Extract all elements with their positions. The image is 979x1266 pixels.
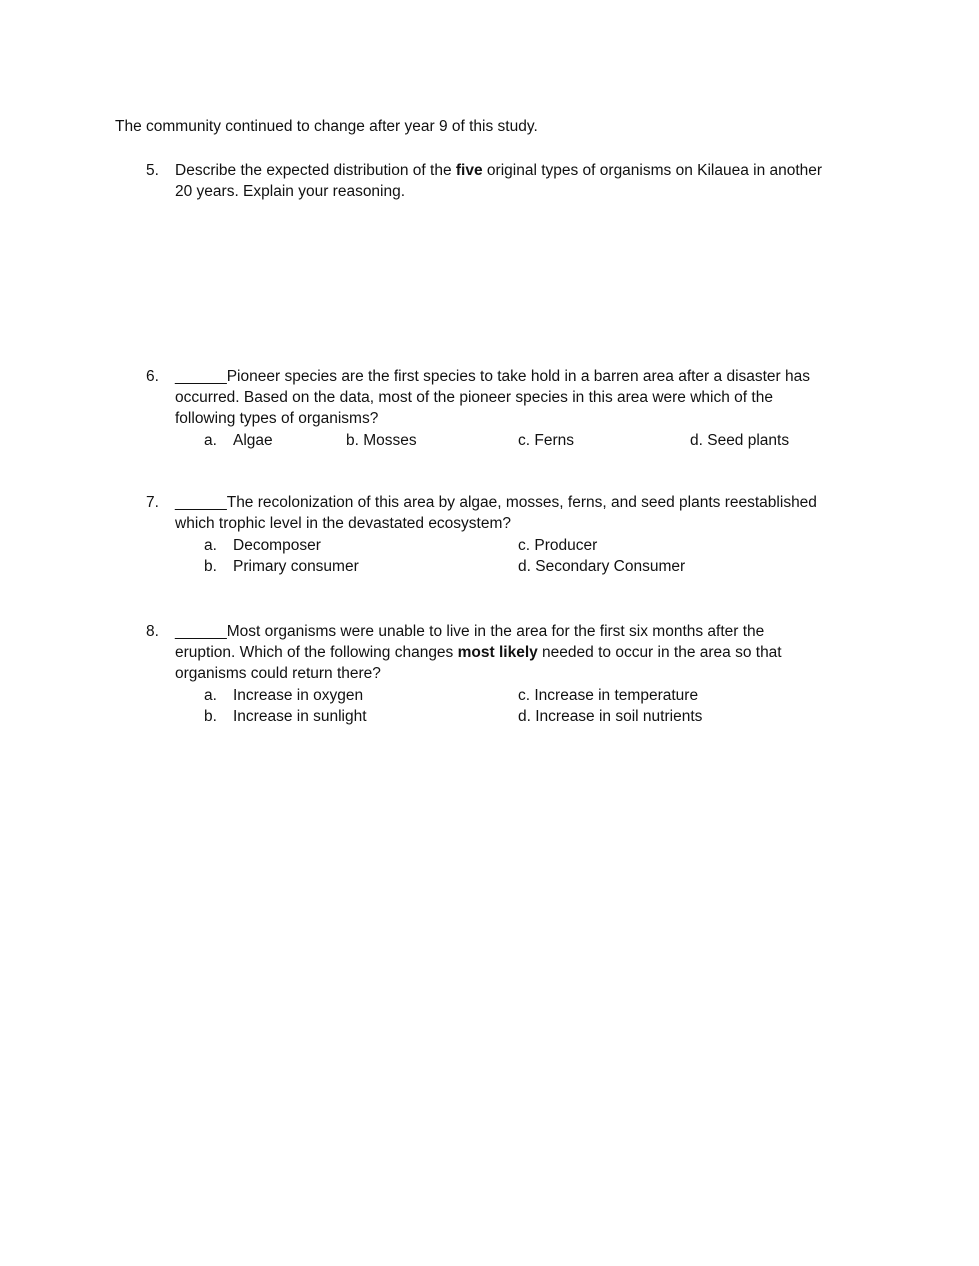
q6-option-a: Algae [233, 432, 273, 449]
q8-option-a-letter: a. [204, 687, 217, 704]
q7-option-b-letter: b. [204, 558, 217, 575]
q6-option-a-letter: a. [204, 432, 217, 449]
q8-line2-post: needed to occur in the area so that [537, 644, 782, 661]
q7-option-a-letter: a. [204, 537, 217, 554]
q6-option-d: d. Seed plants [690, 432, 790, 449]
q6-option-b: b. Mosses [346, 432, 417, 449]
intro-text: The community continued to change after year 9 of this study. [115, 118, 538, 135]
q7-option-a: Decomposer [233, 537, 321, 554]
q8-line3: organisms could return there? [175, 665, 381, 682]
q6-line1: ______Pioneer species are the first species to take hold in a barren area after a disaster has [175, 368, 811, 385]
q8-option-a: Increase in oxygen [233, 687, 364, 704]
q8-option-b: Increase in sunlight [233, 708, 367, 725]
q8-option-b-letter: b. [204, 708, 217, 725]
q7-number: 7. [146, 494, 159, 511]
q8-option-d: d. Increase in soil nutrients [518, 708, 703, 725]
q6-number: 6. [146, 368, 159, 385]
q5-bold-five: five [455, 162, 483, 179]
q7-option-b: Primary consumer [233, 558, 359, 575]
q8-bold-most-likely: most likely [457, 644, 538, 661]
q7-line2: which trophic level in the devastated ecosystem? [175, 515, 512, 532]
q5-line1 [175, 160, 822, 181]
q5-line1-pre: Describe the expected distribution of the [175, 162, 456, 179]
q8-option-c: c. Increase in temperature [518, 687, 699, 704]
q5-number: 5. [146, 162, 159, 179]
q5-line1-post: original types of organisms on Kilauea in another [482, 162, 823, 179]
q5-line2: 20 years. Explain your reasoning. [175, 183, 406, 200]
q8-line2 [175, 642, 782, 663]
q8-number: 8. [146, 623, 159, 640]
q6-line2: occurred. Based on the data, most of the pioneer species in this area were which of the [175, 389, 773, 406]
q6-option-c: c. Ferns [518, 432, 574, 449]
q8-line1: ______Most organisms were unable to live in the area for the first six months after the [175, 623, 765, 640]
q8-line2-pre: eruption. Which of the following changes [175, 644, 458, 661]
q6-line3: following types of organisms? [175, 410, 379, 427]
q7-option-c: c. Producer [518, 537, 598, 554]
q7-option-d: d. Secondary Consumer [518, 558, 686, 575]
q7-line1: ______The recolonization of this area by algae, mosses, ferns, and seed plants reestablished [175, 494, 817, 511]
